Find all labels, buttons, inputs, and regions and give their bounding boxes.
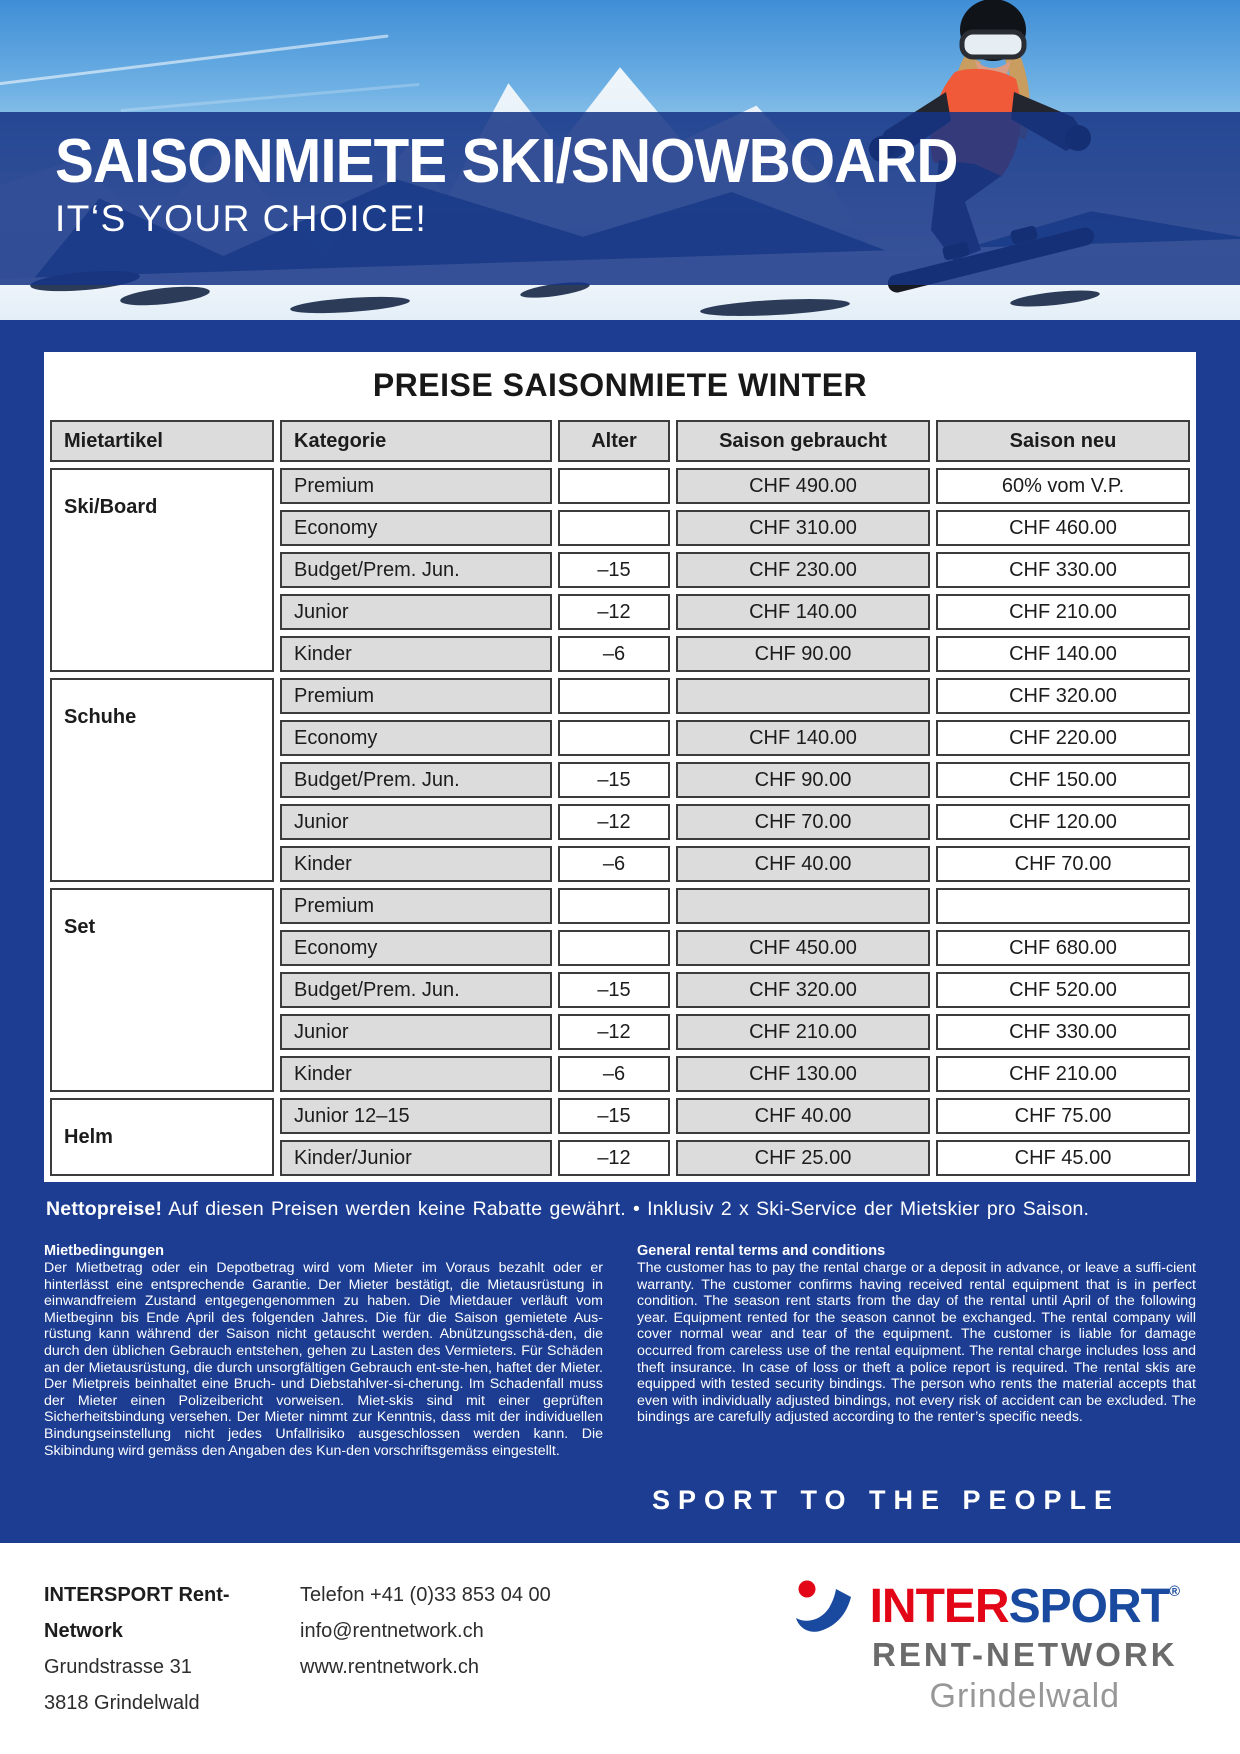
table-row [50,888,1190,924]
registered-mark: ® [1168,1583,1180,1600]
group-label-schuhe: Schuhe [50,678,274,882]
cell-kategorie: Budget/Prem. Jun. [280,552,552,588]
net-prices-text: Auf diesen Preisen werden keine Rabatte gewährt. • Inklusiv 2 x Ski-Service der Mietskier pro Saison. [162,1198,1090,1220]
cell-alter: –12 [558,804,670,840]
cell-alter: –12 [558,1140,670,1176]
terms-german-heading: Mietbedingungen [44,1243,165,1259]
page-title: SAISONMIETE SKI/SNOWBOARD [55,127,958,196]
rent-network-label: RENT-NETWORK [872,1636,1178,1673]
cell-saison-gebraucht: CHF 40.00 [676,1098,930,1134]
contact-column [300,1577,551,1754]
cell-saison-neu: CHF 210.00 [936,1056,1190,1092]
cell-kategorie: Junior 12–15 [280,1098,552,1134]
group-label-helm: Helm [50,1098,274,1176]
cell-saison-gebraucht: CHF 210.00 [676,1014,930,1050]
cell-alter: –15 [558,1098,670,1134]
cell-kategorie: Economy [280,510,552,546]
cell-saison-neu: CHF 45.00 [936,1140,1190,1176]
terms-english-body: The customer has to pay the rental charge or a deposit in advance, or leave a suffi-cient warranty. The customer confirms having received rental equipment that is in perfect condition. The season rent starts from the day of the rental until April of the following year. Equipment rented for the season cannot be exchanged. The rental company will cover normal wear and tear of the equipment. The customer is liable for damage occurred from careless use of the rental equipment. The rental charge includes loss and theft insurance. In case of loss or theft a police report is required. The rental skis are equipped with tested security bindings. The person who rents the material accepts that even with individually adjusted bindings, not every risk of accident can be excluded. The bindings are carefully adjusted according to the renter’s specific needs. [637,1260,1196,1426]
intersport-logo-row [792,1579,1180,1634]
cell-saison-gebraucht: CHF 70.00 [676,804,930,840]
cell-saison-neu: CHF 320.00 [936,678,1190,714]
cell-kategorie: Kinder/Junior [280,1140,552,1176]
cell-alter: –12 [558,594,670,630]
cell-alter [558,720,670,756]
cell-saison-neu [936,888,1190,924]
logo-sport: SPORT [1008,1580,1169,1633]
cell-saison-gebraucht: CHF 90.00 [676,762,930,798]
cell-saison-gebraucht: CHF 130.00 [676,1056,930,1092]
table-header-row [50,420,1190,462]
cell-kategorie: Junior [280,804,552,840]
net-prices-note [46,1198,1196,1221]
cell-saison-neu: CHF 680.00 [936,930,1190,966]
terms-english [637,1243,1196,1459]
intersport-wordmark [870,1579,1180,1634]
cell-alter [558,930,670,966]
col-header-kategorie: Kategorie [280,420,552,462]
cell-kategorie: Economy [280,720,552,756]
net-prices-lead: Nettopreise! [46,1198,163,1220]
price-table-title: PREISE SAISONMIETE WINTER [372,367,868,403]
logo-subline [792,1634,1180,1716]
cell-alter: –15 [558,972,670,1008]
cell-kategorie: Budget/Prem. Jun. [280,972,552,1008]
cell-alter: –15 [558,552,670,588]
table-row [50,468,1190,504]
cell-saison-neu: CHF 75.00 [936,1098,1190,1134]
phone-number: Telefon +41 (0)33 853 04 00 [300,1584,551,1606]
content-area [0,320,1240,1543]
company-name: INTERSPORT Rent-Network [44,1584,230,1642]
location-label: Grindelwald [929,1677,1121,1715]
cell-saison-neu: CHF 460.00 [936,510,1190,546]
cell-alter [558,678,670,714]
cell-kategorie: Premium [280,468,552,504]
cell-kategorie: Premium [280,888,552,924]
cell-saison-neu: CHF 330.00 [936,552,1190,588]
cell-kategorie: Budget/Prem. Jun. [280,762,552,798]
hero-header [0,0,1240,320]
table-row [50,678,1190,714]
address-column [44,1577,300,1754]
terms-german [44,1243,603,1459]
cell-kategorie: Economy [280,930,552,966]
col-header-mietartikel: Mietartikel [50,420,274,462]
terms-english-heading: General rental terms and conditions [637,1243,886,1259]
cell-kategorie: Kinder [280,636,552,672]
intersport-swoosh-icon [792,1580,864,1634]
col-header-alter: Alter [558,420,670,462]
cell-saison-neu: CHF 150.00 [936,762,1190,798]
website-url: www.rentnetwork.ch [300,1656,479,1678]
price-table [44,414,1196,1182]
cell-saison-gebraucht: CHF 25.00 [676,1140,930,1176]
cell-alter: –12 [558,1014,670,1050]
cell-alter [558,510,670,546]
cell-saison-gebraucht: CHF 230.00 [676,552,930,588]
col-header-saison-gebraucht: Saison gebraucht [676,420,930,462]
cell-kategorie: Junior [280,594,552,630]
cell-saison-gebraucht: CHF 140.00 [676,594,930,630]
cell-alter [558,468,670,504]
price-table-card [44,352,1196,1182]
terms-section [44,1243,1196,1459]
group-label-ski-board: Ski/Board [50,468,274,672]
terms-german-body: Der Mietbetrag oder ein Depotbetrag wird vom Mieter im Voraus bezahlt oder er hinterlässt eine entsprechende Garantie. Der Mieter bestätigt, die Mietausrüstung in einwandfreiem Zustand entgegengenommen zu haben. Die Mietdauer verläuft vom Mietbeginn bis Ende April des folgenden Jahres. Die für die Saison gemietete Aus-rüstung kann während der Saison nicht getauscht werden. Abnützungsschä-den, die durch den üblichen Gebrauch entstehen, gehen zu Lasten des Vermieters. Für Schäden an der Mietausrüstung, die durch unsorgfältigen Gebrauch ent-ste-hen, haftet der Mieter. Der Mietpreis beinhaltet eine Bruch- und Diebstahlver-si-cherung. Im Schadenfall muss der Mieter einen Polizeibericht vorweisen. Miet-skis sind mit einer geprüften Sicherheitsbindung versehen. Der Mieter nimmt zur Kenntnis, dass mit der individuellen Bindungseinstellung nicht jedes Unfallrisiko ausgeschlossen werden kann. Die Skibindung wird gemäss den Angaben des Kun-den vorschriftsgemäss eingestellt. [44,1260,603,1459]
group-label-set: Set [50,888,274,1092]
contact-block [44,1577,551,1754]
table-row [50,1098,1190,1134]
cell-saison-neu: 60% vom V.P. [936,468,1190,504]
page-subtitle: IT‘S YOUR CHOICE! [55,198,428,239]
cell-alter: –6 [558,846,670,882]
cell-kategorie: Premium [280,678,552,714]
cell-saison-gebraucht: CHF 90.00 [676,636,930,672]
cell-alter [558,888,670,924]
cell-saison-neu: CHF 140.00 [936,636,1190,672]
col-header-saison-neu: Saison neu [936,420,1190,462]
cell-saison-gebraucht: CHF 450.00 [676,930,930,966]
cell-saison-gebraucht [676,678,930,714]
cell-saison-gebraucht: CHF 40.00 [676,846,930,882]
cell-kategorie: Kinder [280,1056,552,1092]
cell-saison-neu: CHF 120.00 [936,804,1190,840]
cell-alter: –15 [558,762,670,798]
address-street: Grundstrasse 31 [44,1656,192,1678]
cell-saison-neu: CHF 520.00 [936,972,1190,1008]
cell-saison-gebraucht [676,888,930,924]
cell-saison-gebraucht: CHF 310.00 [676,510,930,546]
cell-kategorie: Junior [280,1014,552,1050]
cell-saison-neu: CHF 330.00 [936,1014,1190,1050]
intersport-logo [792,1579,1180,1754]
slogan-sport-to-the-people: SPORT TO THE PEOPLE [651,1485,1120,1516]
cell-alter: –6 [558,636,670,672]
cell-saison-gebraucht: CHF 320.00 [676,972,930,1008]
email-address: info@rentnetwork.ch [300,1620,484,1642]
cell-alter: –6 [558,1056,670,1092]
footer [0,1543,1240,1754]
cell-saison-gebraucht: CHF 140.00 [676,720,930,756]
cell-saison-gebraucht: CHF 490.00 [676,468,930,504]
title-band [0,112,1240,285]
logo-inter: INTER [869,1580,1009,1633]
cell-saison-neu: CHF 70.00 [936,846,1190,882]
cell-kategorie: Kinder [280,846,552,882]
cell-saison-neu: CHF 220.00 [936,720,1190,756]
address-city: 3818 Grindelwald [44,1692,200,1714]
cell-saison-neu: CHF 210.00 [936,594,1190,630]
